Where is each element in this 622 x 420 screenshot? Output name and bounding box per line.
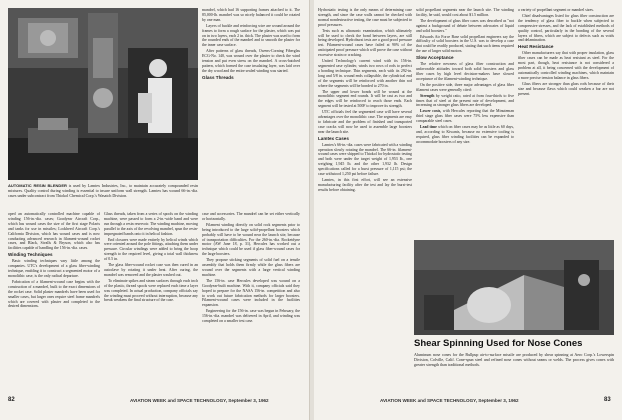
paragraph: End closures were made entirely by helical winds which were oriented around the pole fittings, attaching them under pressure. Circular windings were added to bring the hoop strength to the required level, giving a total wall thickness of 0.5 in. xyxy=(104,237,198,262)
paragraph: case and accessories. The mandrel can be set either vertically or horizontally. xyxy=(202,212,300,221)
bullet-text: which on fiber cases may be as little as 60 days, and, according to Kiwanis, because no extensive tooling is required, glass fiber winding facilities can be expanded to accommodate boosters of any size. xyxy=(416,125,514,144)
paragraph: Lamtex's 66-in.-dia. cases were fabricated with a winding operation slowly rotating the mandrel. The 66-in. filament-wound cases were shipped to Thiokol for hydrostatic testing and both were under the target weight of 1,953 lb., one weighing 1,945 lb. and the other 1,932 lb. Design specifications called for a burst pressure of 1,115 psi; the case withstood 1,250 psi before failure. xyxy=(318,142,412,177)
left-col-3 xyxy=(202,212,300,394)
section-heading: Winding Techniques xyxy=(8,252,53,258)
bullet-item xyxy=(416,125,514,145)
paragraph: Lamtex, in this first effort, will see an extensive manufacturing facility after the test and lay the burst-test results before obtaining. xyxy=(318,178,412,192)
paragraph: Other manufacturers say that with proper insulation, glass fiber cases can be made as heat resistant as steel. For the most part, though, heat resistance is not considered a problem at all, it being concerned with the development of automatically controlled winding machines, which maintain a more precise tension balance in glass fibers. xyxy=(518,51,614,80)
caption-title: AUTOMATIC RESIN BLENDER xyxy=(8,183,67,188)
section-heading: Heat Resistance xyxy=(518,44,554,50)
photo-caption xyxy=(8,183,198,198)
paragraph: They propose sticking segments of solid fuel on a tensile assembly that holds them firmly while the glass fibers are wound over the segments with a large vertical winding machine. xyxy=(202,258,300,277)
paragraph: Hydrostatic testing is the only means of determining case strength, and since the case walls cannot be checked with normal nondestructive testing, the case must be subjected to proof pressures. xyxy=(318,8,412,27)
paragraph: Edwards Air Force Base solid propellant engineers say the difficulty of solid boosters in the U.S. was to develop a case that could be readily produced, stating that such items required the use of larger solid motors. xyxy=(416,34,514,54)
bullet-item xyxy=(416,109,514,124)
right-col-3 xyxy=(518,8,614,236)
bullet-item xyxy=(416,94,514,109)
resin-blender-illustration xyxy=(8,8,198,180)
paragraph: After patterns of glass threads, Owens-Corning Fiberglas ECG-No. 140, was wound over the plaster to check the wind tension and put even stress on the mandrel. A cross-hatched pattern, which formed the case insulating layer, was laid over the dry wood and the entire sealed winding was started. xyxy=(202,49,300,73)
bullet-text: with Hercules reporting that the Minuteman third stage glass fiber cases were 75% less expensive than comparable steel cases. xyxy=(416,109,514,124)
paragraph: The upper and lower bonds will be wound at the monolithic segment end rounds. It will be cast as two and the edges will be reinforced to reach those ends. Each segment will be tested at 500F to improve its strength. xyxy=(318,89,412,109)
paragraph: The 156-in. case Hercules developed was wound on a Goodyear-built machine. With it, company officials said they hoped to prepare for the NASA 156-in. competition and also to work out future fabrication methods for larger boosters. Filament-wound cases were included in the facilities expansion. xyxy=(202,278,300,308)
paragraph: To eliminate spikes and steam surfaces through each inch of the plastic, thread spools were replaced each time a layer was completed. In actual production, company officials say the winding must proceed without interruption, because any break weakens the final structure of the case. xyxy=(104,278,198,303)
left-col-2 xyxy=(104,212,198,394)
paragraph: On the positive side, three major advantages of glass fiber filament cases were generally cited: xyxy=(416,82,514,92)
paragraph: The glass fiber-wound rocket case was then cured in an autoclave by rotating it under heat. After curing, the mandrel was removed and the plaster washed out. xyxy=(104,263,198,277)
right-col-2 xyxy=(416,8,514,236)
paragraph: a variety of propellant segment or mandrel sizes. xyxy=(518,8,594,12)
bullet-label: Lower costs, xyxy=(420,109,442,114)
left-page-number: 82 xyxy=(8,397,15,403)
left-footer: AVIATION WEEK and SPACE TECHNOLOGY, September 3, 1962 xyxy=(130,398,269,403)
resin-blender-photo xyxy=(8,8,198,180)
paragraph: Filament winding directly on solid rock segments prior to being introduced to the large solid-propellant boosters which probably will have to be wound near the launch site, because of transportation difficulties. For the 260-in.-dia. Rocketdyne motor (AW June 18, p. 31), Hercules has worked out a technique which could be used if glass fiber-wound cases for the large boosters. xyxy=(202,222,300,257)
gutter xyxy=(309,0,314,420)
paragraph: oped an automatically controlled machine capable of winding 156-in.-dia. cases; Goodyear Aircraft Corp., which has wound cases the size of the first stage Polaris and tanks for use in missiles; Lockheed Aircraft Corp.'s California Division, which has wound cases and is now conducting advanced research in filament-wound rocket cases, and Black, Sivalls & Bryson, which also has facilities capable of handling the 156-in.-dia. cases. xyxy=(8,212,100,251)
section-heading: Lamtex Cases xyxy=(318,135,349,141)
paragraph: mandrel, which had 16 supporting frames attached to it. The 85,000-lb. mandrel was so nicely balanced it could be rotated by one man. xyxy=(202,8,300,22)
paragraph: United Technology's current wind with its 156-in. segmented case cylinder, winds two rows of rods to perfect a bonding technique. Thin segments, each with its 292-in. long and 5/8 in. wound ends collapsible, the cylindrical end of the segments will be reinforced with another thin rod where the segments will be bonded to 270 in. xyxy=(318,59,412,88)
paragraph: Tests such as ultrasonic examination, which ultimately will be used to check the bond between layers, are still being developed. Hydroburst tests are a good proof pressure test. Filament-wound cases have failed at 90% of the anticipated proof pressure which will prove the case without excessive strain or cracking. xyxy=(318,28,412,58)
caption-text: is used by Lamtex Industries, Inc., to maintain accurately compounded resin mixtures. Quality control during winding is essential to insure uniform wall strength. Lamtex has wound 66-in.-dia. cases under subcontract from Thiokol Chemical Corp.'s Wasatch Division. xyxy=(8,183,198,198)
bullet-text: by weight ratio, rated at from four-thirds to five times that of steel at the present rate of development, and increasing as stronger glass fibers are developed. xyxy=(416,93,514,108)
paragraph: Basic winding techniques vary little among the companies. UTC's development of a glass fiber-winding technique, enabling it to construct a segmented motor of a monolithic case, is the only radical departure. xyxy=(8,259,100,278)
nose-cone-illustration xyxy=(414,240,614,335)
paragraph: The development of glass fiber cases was described as "not against a background of debate between advocates of liquid and solid boosters." xyxy=(416,18,514,33)
shear-spinning-caption: Aluminum nose cones for the Bullpup air-to-surface missile are produced by shear spinning at Aero Corp.'s Lowerspin Division, Colville, Calif. Cone-spun steel and refined nose cones without seams or welds. The process gives cones with greater strength than traditional methods. xyxy=(414,352,614,367)
bullet-label: Strength xyxy=(420,93,435,98)
section-heading: Glass Threads xyxy=(202,74,234,80)
paragraph: UTC officials feel the segmented case will have several advantages over the monolithic case. The segments are easy to fabricate and the problem of finished and transported case cracks will now be used to assemble large boosters near the launch site. xyxy=(318,110,412,134)
right-col-1 xyxy=(318,8,412,394)
shear-spinning-title: Shear Spinning Used for Nose Cones xyxy=(414,338,583,349)
paragraph: Engineering for the 156-in. case was begun in February, the 156-in.-dia. mandrel was delivered in April, and winding was completed on a smaller test case. xyxy=(202,309,300,324)
right-footer: AVIATION WEEK and SPACE TECHNOLOGY, September 3, 1962 xyxy=(380,398,519,403)
right-page-number: 83 xyxy=(604,397,611,403)
paragraph: Fabrication of a filament-wound case begins with the construction of a mandrel, built to the exact dimensions of the rocket case. Solid plaster mandrels have been used for smaller cases, but larger ones require steel frame mandrels which are covered with plaster and completed to the desired dimensions. xyxy=(8,279,100,309)
paragraph: The relative newness of glass fiber construction and unfavorable attitudes toward both solid boosters and glass fiber cases by high level decision-makers have slowed acceptance of the filament-winding technique. xyxy=(416,62,514,81)
paragraph: solid propellant segments near the launch site. The winding facility, he said, would cost about $1.5 million. xyxy=(416,8,514,17)
bullet-label: Lead time xyxy=(420,125,437,130)
paragraph: Layers of buckle and reinforcing wire are wound around the frames to form a rough surface for the plaster, which was put on in two layers, each 2 in. thick. The plaster was used to form the rounded ends of the mandrel and to smooth the plaster for the inner case surface. xyxy=(202,23,300,48)
left-col-2-top xyxy=(202,8,300,208)
paragraph: Chief disadvantages listed for glass fiber construction are the tendency of glass fiber to buckle when subjected to compressive stresses, and the lack of established methods of quality control, particularly in the bonding of the several layers of fibers, which are subject to defects such as voids and delamination. xyxy=(518,13,614,43)
left-col-1 xyxy=(8,212,100,394)
paragraph: Glass threads, taken from a series of spools on the winding machine, were passed to form a 2-in.-wide band and were run through a resin reservoir. The winding machine, moving parallel to the axis of the revolving mandrel, spun the resin-impregnated bands onto it in helical fashion. xyxy=(104,212,198,236)
nose-cone-photo xyxy=(414,240,614,335)
paragraph: Glass fibers are stronger than glass rods because of their size and because flaws which could weaken a bar are not present. xyxy=(518,81,614,96)
section-heading: Slow Acceptance xyxy=(416,55,454,61)
